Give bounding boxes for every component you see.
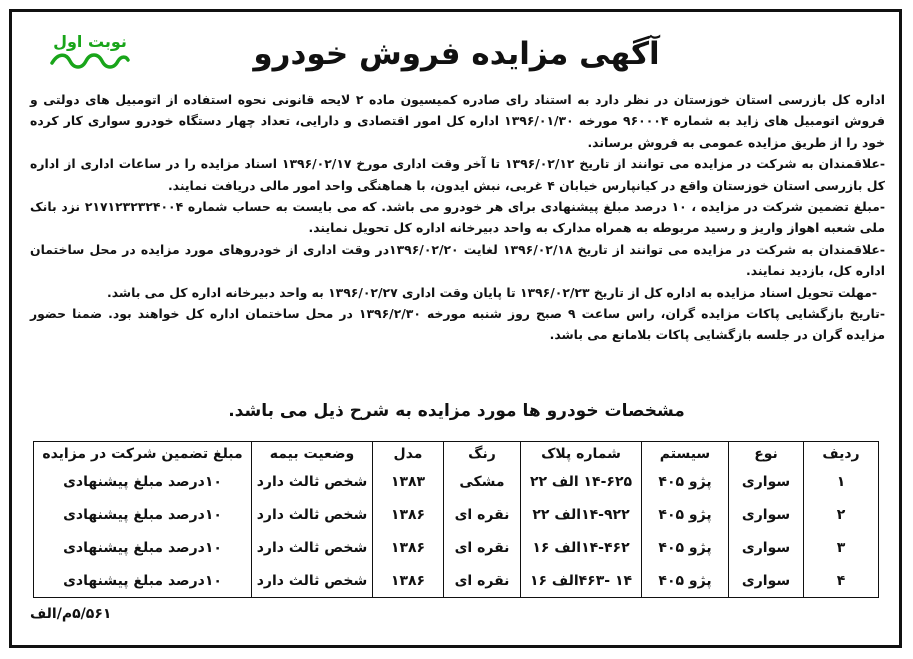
paragraph-visit: -علاقمندان به شرکت در مزایده می توانند از تاریخ ۱۳۹۶/۰۲/۱۸ لغایت ۱۳۹۶/۰۲/۲۰در وقت اداری از خودروهای مورد مزایده در محل ساختمان اداره کل، بازدید نمایند. [30, 241, 885, 279]
cell-insurance: شخص ثالث دارد [252, 499, 373, 532]
cell-insurance: شخص ثالث دارد [252, 564, 373, 597]
cell-system: پژو ۴۰۵ [642, 466, 729, 499]
cell-model: ۱۳۸۳ [373, 466, 444, 499]
cell-system: پژو ۴۰۵ [642, 499, 729, 532]
cell-plate: ۱۴-۶۲۵ الف ۲۲ [521, 466, 642, 499]
table-row [34, 531, 879, 564]
cell-guarantee: ۱۰درصد مبلغ پیشنهادی [34, 466, 252, 499]
table-row [34, 466, 879, 499]
col-header-insurance: وضعیت بیمه [252, 442, 373, 467]
table-row [34, 499, 879, 532]
col-header-color: رنگ [444, 442, 521, 467]
cell-insurance: شخص ثالث دارد [252, 466, 373, 499]
cell-system: پژو ۴۰۵ [642, 531, 729, 564]
cell-guarantee: ۱۰درصد مبلغ پیشنهادی [34, 499, 252, 532]
col-header-guarantee: مبلغ تضمین شرکت در مزایده [34, 442, 252, 467]
paragraph-opening: -تاریخ بازگشایی پاکات مزایده گران، راس ساعت ۹ صبح روز شنبه مورخه ۱۳۹۶/۲/۳۰ در محل ساختمان اداره کل خواهند بود. ضمنا حضور مزایده گران در جلسه بازگشایی پاکات بلامانع می باشد. [30, 306, 885, 343]
col-header-type: نوع [729, 442, 804, 467]
paragraph-documents: -علاقمندان به شرکت در مزایده می توانند از تاریخ ۱۳۹۶/۰۲/۱۲ تا آخر وقت اداری مورخ ۱۳۹۶/۰۲/۱۷ اسناد مزایده را در ساعات اداری از اداره کل بازرسی استان خوزستان واقع در کیانپارس خیابان ۴ غربی، نبش ایدون، با هماهنگی واحد امور مالی دریافت نمایند. [30, 156, 885, 193]
first-round-badge [40, 32, 140, 73]
cell-model: ۱۳۸۶ [373, 564, 444, 597]
cell-type: سواری [729, 499, 804, 532]
col-header-model: مدل [373, 442, 444, 467]
specs-heading: مشخصات خودرو ها مورد مزایده به شرح ذیل می باشد. [228, 401, 685, 421]
cell-plate: ۱۴-۴۶۲الف ۱۶ [521, 531, 642, 564]
cell-type: سواری [729, 564, 804, 597]
badge-label: نوبت اول [53, 32, 127, 51]
cell-plate: ۱۴ -۴۶۳الف ۱۶ [521, 564, 642, 597]
paragraph-deadline: -مهلت تحویل اسناد مزایده به اداره کل از تاریخ ۱۳۹۶/۰۲/۲۳ تا پایان وقت اداری ۱۳۹۶/۰۲/۲۷ به واحد دبیرخانه اداره کل می باشد. [107, 284, 877, 300]
cell-guarantee: ۱۰درصد مبلغ پیشنهادی [34, 531, 252, 564]
page-title: آگهی مزایده فروش خودرو [253, 36, 660, 72]
col-header-plate: شماره پلاک [521, 442, 642, 467]
cell-color: مشکی [444, 466, 521, 499]
cell-system: پژو ۴۰۵ [642, 564, 729, 597]
announcement-body [30, 89, 885, 346]
cell-row-number: ۳ [804, 531, 879, 564]
cell-type: سواری [729, 466, 804, 499]
cell-color: نقره ای [444, 499, 521, 532]
cell-color: نقره ای [444, 531, 521, 564]
table-header-row [34, 442, 879, 467]
ad-code: ۵/۵۶۱م/الف [30, 606, 112, 622]
cell-row-number: ۴ [804, 564, 879, 597]
cell-insurance: شخص ثالث دارد [252, 531, 373, 564]
cell-color: نقره ای [444, 564, 521, 597]
table-row [34, 564, 879, 597]
cell-plate: ۱۴-۹۲۲الف ۲۲ [521, 499, 642, 532]
cell-row-number: ۱ [804, 466, 879, 499]
col-header-system: سیستم [642, 442, 729, 467]
vehicle-specs-table [33, 441, 879, 598]
cell-model: ۱۳۸۶ [373, 499, 444, 532]
paragraph-intro: اداره کل بازرسی استان خوزستان در نظر دارد به استناد رای صادره کمیسیون ماده ۲ لایحه قانونی نحوه استفاده از اتومبیل های دولتی و فروش اتومبیل های زاید به شماره ۹۶۰۰۰۴ مورخه ۱۳۹۶/۰۱/۳۰ اداره کل امور اقتصادی و دارایی، تعداد چهار دستگاه خودرو سواری کار کرده خود را از طریق مزایده عمومی به فروش برساند. [30, 92, 885, 150]
paragraph-guarantee: -مبلغ تضمین شرکت در مزایده ، ۱۰ درصد مبلغ پیشنهادی برای هر خودرو می باشد. که می بایست به حساب شماره ۲۱۷۱۲۳۲۳۲۴۰۰۴ نزد بانک ملی شعبه اهواز واریز و رسید مربوطه به همراه مدارک به واحد دبیرخانه اداره کل تحویل نمایند. [30, 199, 885, 236]
cell-type: سواری [729, 531, 804, 564]
cell-row-number: ۲ [804, 499, 879, 532]
col-header-row-number: ردیف [804, 442, 879, 467]
swirl-icon [48, 51, 132, 73]
cell-guarantee: ۱۰درصد مبلغ پیشنهادی [34, 564, 252, 597]
cell-model: ۱۳۸۶ [373, 531, 444, 564]
